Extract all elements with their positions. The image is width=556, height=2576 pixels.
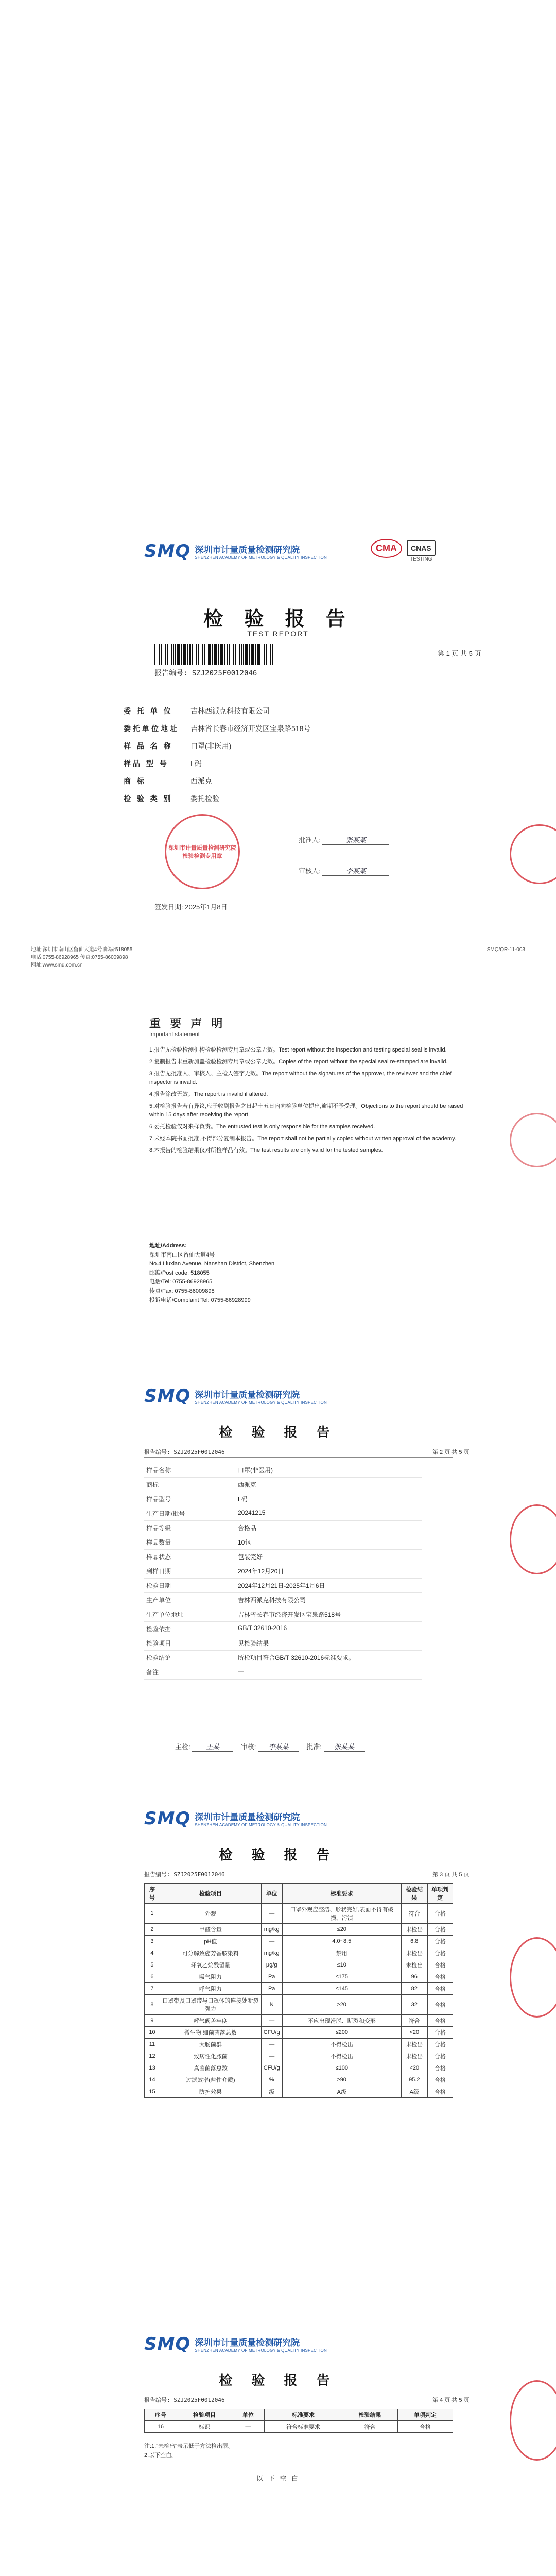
approver-sign: 批准人: 张某某 [299, 835, 389, 845]
table-cell: 符合 [402, 2015, 428, 2027]
info-value: GB/T 32610-2016 [236, 1622, 422, 1636]
table-row [145, 1904, 453, 1924]
logo-en: SHENZHEN ACADEMY OF METROLOGY & QUALITY INSPECTION [195, 555, 327, 560]
info-row [144, 1506, 422, 1521]
table-cell: 符合标准要求 [264, 2421, 342, 2433]
table-row [145, 1924, 453, 1936]
final-results-table [144, 2409, 453, 2433]
column-header: 检验结果 [342, 2409, 397, 2421]
table-row [145, 2039, 453, 2050]
field-label: 样品 型 号 [124, 759, 169, 768]
info-key: 生产单位地址 [144, 1607, 236, 1622]
table-row [145, 2015, 453, 2027]
table-cell: 4.0~8.5 [282, 1936, 401, 1947]
info-value: L码 [236, 1492, 422, 1506]
table-cell: 16 [145, 2421, 177, 2433]
edge-seal [510, 2380, 556, 2461]
table-row [145, 1947, 453, 1959]
cover-field [124, 793, 219, 804]
edge-seal [510, 1937, 556, 2018]
table-cell: 不得检出 [282, 2050, 401, 2062]
field-label: 商 标 [124, 777, 146, 785]
table-cell: ≤145 [282, 1983, 401, 1995]
table-cell: <20 [402, 2062, 428, 2074]
table-row [145, 2421, 453, 2433]
info-key: 样品数量 [144, 1535, 236, 1550]
barcode [154, 644, 273, 665]
table-cell: 级 [261, 2086, 282, 2098]
table-row [145, 2050, 453, 2062]
info-key: 检验结论 [144, 1651, 236, 1665]
table-cell: 95.2 [402, 2074, 428, 2086]
table-row [145, 1971, 453, 1983]
table-cell: ≤20 [282, 1924, 401, 1936]
info-value: 吉林西派克科技有限公司 [236, 1593, 422, 1607]
table-cell: 合格 [427, 1904, 453, 1924]
table-cell: mg/kg [261, 1924, 282, 1936]
table-cell: 符合 [342, 2421, 397, 2433]
field-label: 检 验 类 别 [124, 794, 173, 803]
table-cell: 口罩外观应整洁、形状完好,表面不得有破损、污渍 [282, 1904, 401, 1924]
contact-line: 电话/Tel: 0755-86928965 [149, 1279, 213, 1285]
report-number: 报告编号: SZJ2025F0012046 [154, 669, 257, 677]
info-key: 样品型号 [144, 1492, 236, 1506]
info-row [144, 1550, 422, 1564]
table-cell: 微生物 细菌菌落总数 [160, 2027, 261, 2039]
table-cell: — [261, 2050, 282, 2062]
table-cell: 合格 [427, 1995, 453, 2015]
table-cell: 符合 [402, 1904, 428, 1924]
brand-logo [144, 541, 327, 562]
page-number: 第 1 页 共 5 页 [438, 650, 481, 657]
table-cell: 呼气阻力 [160, 1983, 261, 1995]
edge-seal-2 [510, 1113, 556, 1167]
brand-logo: SMQ 深圳市计量质量检测研究院 SHENZHEN ACADEMY OF METROLOGY & QUALITY INSPECTION [144, 2334, 327, 2354]
info-value: 2024年12月20日 [236, 1564, 422, 1579]
table-cell: Pa [261, 1983, 282, 1995]
edge-seal [510, 824, 556, 884]
table-cell: 4 [145, 1947, 160, 1959]
table-cell: 5 [145, 1959, 160, 1971]
table-cell: 8 [145, 1995, 160, 2015]
table-cell: 合格 [427, 1947, 453, 1959]
table-cell: pH值 [160, 1936, 261, 1947]
info-key: 样品名称 [144, 1463, 236, 1478]
table-cell: — [261, 2039, 282, 2050]
brand-logo: SMQ 深圳市计量质量检测研究院 SHENZHEN ACADEMY OF METROLOGY & QUALITY INSPECTION [144, 1386, 327, 1406]
table-cell: — [261, 2015, 282, 2027]
statement-subtitle: Important statement [149, 1031, 200, 1038]
info-row [144, 1492, 422, 1506]
table-cell: 合格 [427, 1936, 453, 1947]
table-cell: 合格 [427, 1971, 453, 1983]
table-cell: 合格 [427, 2050, 453, 2062]
info-key: 到样日期 [144, 1564, 236, 1579]
official-stamp: 深圳市计量质量检测研究院 检验检测专用章 [165, 814, 240, 889]
report-title: 检 验 报 告 [203, 607, 353, 630]
table-cell: 外观 [160, 1904, 261, 1924]
table-cell: 标识 [177, 2421, 232, 2433]
table-cell: 合格 [427, 2015, 453, 2027]
info-row [144, 1593, 422, 1607]
table-cell: ≥20 [282, 1995, 401, 2015]
table-row [145, 2086, 453, 2098]
table-cell: 合格 [427, 1983, 453, 1995]
reviewer-sign: 审核人: 李某某 [299, 866, 389, 876]
contact-line: 传真/Fax: 0755-86009898 [149, 1287, 215, 1294]
statement-item: 1.报告无检验检测机构检验检测专用章或公章无效。Test report without the inspection and testing special seal is invalid. [149, 1047, 447, 1053]
column-header: 检验项目 [177, 2409, 232, 2421]
table-cell: 合格 [427, 2027, 453, 2039]
contact-line: No.4 Liuxian Avenue, Nanshan District, Shenzhen [149, 1261, 275, 1267]
contact-line: 邮编/Post code: 518055 [149, 1269, 210, 1276]
info-value: 2024年12月21日-2025年1月6日 [236, 1579, 422, 1593]
table-cell: 呼气阀盖牢度 [160, 2015, 261, 2027]
table-cell: 未检出 [402, 2050, 428, 2062]
table-row [145, 2074, 453, 2086]
brand-logo: SMQ 深圳市计量质量检测研究院 SHENZHEN ACADEMY OF METROLOGY & QUALITY INSPECTION [144, 1808, 327, 1829]
table-cell: 6 [145, 1971, 160, 1983]
table-cell: 未检出 [402, 1924, 428, 1936]
info-row [144, 1564, 422, 1579]
page-title: 检 验 报 告 [219, 2373, 337, 2388]
info-row [144, 1651, 422, 1665]
table-cell: 32 [402, 1995, 428, 2015]
info-row [144, 1607, 422, 1622]
column-header: 序号 [145, 1884, 160, 1904]
table-cell: 合格 [427, 2086, 453, 2098]
field-label: 样 品 名 称 [124, 742, 173, 750]
table-cell: 12 [145, 2050, 160, 2062]
column-header: 标准要求 [264, 2409, 342, 2421]
issue-date: 签发日期: 2025年1月8日 [154, 903, 228, 911]
table-cell: 2 [145, 1924, 160, 1936]
table-cell: ≤10 [282, 1959, 401, 1971]
table-cell: 吸气阻力 [160, 1971, 261, 1983]
info-value: 20241215 [236, 1506, 422, 1521]
table-cell: 10 [145, 2027, 160, 2039]
contact-block: 地址/Address: 深圳市南山区留仙大道4号 No.4 Liuxian Avenue, Nanshan District, Shenzhen 邮编/Post code: 518055 电话/Tel: 0755-86928965 传真/Fax: 0755-86009898 投诉电话/Complaint Tel: 0755-86928999 [149, 1242, 468, 1305]
table-cell: μg/g [261, 1959, 282, 1971]
report-number: 报告编号: SZJ2025F0012046 [144, 1871, 225, 1878]
table-cell: 合格 [427, 2074, 453, 2086]
contact-line: 深圳市南山区留仙大道4号 [149, 1251, 215, 1258]
final-page [0, 2318, 556, 2576]
page-title: 检 验 报 告 [219, 1848, 337, 1863]
info-row [144, 1636, 422, 1651]
cover-field [124, 723, 310, 734]
field-label: 委托单位地址 [124, 724, 179, 733]
table-cell: 3 [145, 1936, 160, 1947]
table-cell: 合格 [427, 2062, 453, 2074]
table-cell: 真菌菌落总数 [160, 2062, 261, 2074]
table-cell: Pa [261, 1971, 282, 1983]
table-cell: 6.8 [402, 1936, 428, 1947]
note-line: 2.以下空白。 [144, 2452, 178, 2459]
table-cell: 13 [145, 2062, 160, 2074]
info-value: 10包 [236, 1535, 422, 1550]
table-cell: 合格 [427, 1924, 453, 1936]
cover-field [124, 741, 231, 751]
info-key: 生产日期/批号 [144, 1506, 236, 1521]
table-cell: % [261, 2074, 282, 2086]
logo-mark: SMQ [144, 541, 191, 562]
page-number: 第 4 页 共 5 页 [432, 2397, 470, 2403]
statement-item: 6.委托检验仅对来样负责。The entrusted test is only responsible for the samples received. [149, 1124, 375, 1130]
info-row [144, 1521, 422, 1535]
table-cell: 未检出 [402, 2039, 428, 2050]
cover-field [124, 776, 212, 786]
page-number: 第 3 页 共 5 页 [432, 1872, 470, 1878]
cover-field [124, 706, 270, 716]
statement-item: 2.复制报告未重新加盖检验检测专用章或公章无效。Copies of the report without the special seal re-stamped are invalid. [149, 1059, 448, 1065]
column-header: 标准要求 [282, 1884, 401, 1904]
table-cell: 甲醛含量 [160, 1924, 261, 1936]
contact-line: 投诉电话/Complaint Tel: 0755-86928999 [149, 1297, 251, 1303]
table-cell: 9 [145, 2015, 160, 2027]
sample-info-table [144, 1463, 422, 1680]
cover-page [0, 495, 556, 1370]
table-cell: 口罩带及口罩带与口罩体的连接处断裂强力 [160, 1995, 261, 2015]
report-title-en: TEST REPORT [247, 630, 309, 638]
info-value: — [236, 1665, 422, 1680]
field-value: 口罩(非医用) [190, 742, 232, 750]
column-header: 单项判定 [427, 1884, 453, 1904]
info-key: 检验日期 [144, 1579, 236, 1593]
column-header: 检验结果 [402, 1884, 428, 1904]
statement-item: 5.对检验报告若有异议,应于收到报告之日起十五日内向检验单位提出,逾期不予受理。Objections to the report should be raised within 15 days after receiving the report. [149, 1103, 463, 1118]
report-number: 报告编号: SZJ2025F0012046 [144, 2397, 225, 2403]
field-value: 吉林西派克科技有限公司 [190, 707, 270, 715]
table-cell: — [261, 1936, 282, 1947]
table-cell: ≤175 [282, 1971, 401, 1983]
cover-footer: 地址:深圳市南山区留仙大道4号 邮编:518055 电话:0755-86928965 传真:0755-86009898 网址:www.smq.com.cn SMQ/QR-11-003 [31, 947, 525, 968]
page-title: 检 验 报 告 [219, 1425, 337, 1440]
statement-item: 7.未经本院书面批准,不得部分复制本报告。The report shall not be partially copied without written approval of the academy. [149, 1136, 456, 1142]
table-cell: <20 [402, 2027, 428, 2039]
table-row [145, 1936, 453, 1947]
table-cell: ≤200 [282, 2027, 401, 2039]
table-cell: 不得检出 [282, 2039, 401, 2050]
table-cell: 可分解致癌芳香胺染料 [160, 1947, 261, 1959]
table-cell: 合格 [427, 1959, 453, 1971]
info-value: 包装完好 [236, 1550, 422, 1564]
table-cell: A级 [282, 2086, 401, 2098]
info-value: 口罩(非医用) [236, 1463, 422, 1478]
info-row [144, 1535, 422, 1550]
page-number: 第 2 页 共 5 页 [432, 1449, 470, 1455]
table-cell: CFU/g [261, 2027, 282, 2039]
info-row [144, 1622, 422, 1636]
table-row [145, 1983, 453, 1995]
logo-cn: 深圳市计量质量检测研究院 [195, 545, 300, 555]
column-header: 序号 [145, 2409, 177, 2421]
sign-row: 主检: 王某 审核: 李某某 批准: 张某某 [175, 1741, 365, 1752]
table-cell: 82 [402, 1983, 428, 1995]
table-cell: 合格 [427, 2039, 453, 2050]
info-key: 样品状态 [144, 1550, 236, 1564]
table-cell: 不应出现滑脱、断裂和变形 [282, 2015, 401, 2027]
edge-seal [510, 1504, 556, 1574]
end-mark: —— 以 下 空 白 —— [236, 2475, 320, 2482]
field-value: 西派克 [190, 777, 212, 785]
field-value: 委托检验 [190, 794, 219, 803]
statement-items [149, 1046, 468, 1158]
table-row [145, 1959, 453, 1971]
info-row [144, 1579, 422, 1593]
column-header: 单项判定 [397, 2409, 453, 2421]
info-key: 生产单位 [144, 1593, 236, 1607]
field-label: 委 托 单 位 [124, 707, 173, 715]
info-value: 西派克 [236, 1478, 422, 1492]
table-cell: ≤100 [282, 2062, 401, 2074]
table-cell: 96 [402, 1971, 428, 1983]
table-cell: N [261, 1995, 282, 2015]
info-value: 见检验结果 [236, 1636, 422, 1651]
info-value: 所检项目符合GB/T 32610-2016标准要求。 [236, 1651, 422, 1665]
statement-item: 4.报告涂改无效。The report is invalid if altered. [149, 1091, 268, 1098]
info-value: 吉林省长春市经济开发区宝泉路518号 [236, 1607, 422, 1622]
info-row [144, 1665, 422, 1680]
table-cell: 1 [145, 1904, 160, 1924]
table-cell: 未检出 [402, 1947, 428, 1959]
table-cell: 禁用 [282, 1947, 401, 1959]
table-cell: 合格 [397, 2421, 453, 2433]
info-row [144, 1478, 422, 1492]
table-row [145, 2027, 453, 2039]
table-row [145, 2062, 453, 2074]
info-row [144, 1463, 422, 1478]
notes [144, 2442, 234, 2460]
table-cell: 致病性化脓菌 [160, 2050, 261, 2062]
field-value: 吉林省长春市经济开发区宝泉路518号 [190, 724, 311, 733]
table-row [145, 1995, 453, 2015]
table-cell: 14 [145, 2074, 160, 2086]
cnas-mark: CNAS TESTING [407, 540, 436, 562]
field-value: L码 [190, 759, 202, 768]
statement-title: 重 要 声 明 [149, 1017, 226, 1030]
statement-item: 3.报告无批准人、审核人、主检人签字无效。The report without the signatures of the approver, the reviewer and the chief inspector is invalid. [149, 1071, 452, 1086]
table-cell: 大肠菌群 [160, 2039, 261, 2050]
table-cell: 11 [145, 2039, 160, 2050]
info-value: 合格品 [236, 1521, 422, 1535]
table-cell: mg/kg [261, 1947, 282, 1959]
cover-field [124, 758, 202, 769]
table-cell: A级 [402, 2086, 428, 2098]
report-number: 报告编号: SZJ2025F0012046 [144, 1449, 225, 1455]
table-cell: 7 [145, 1983, 160, 1995]
info-key: 样品等级 [144, 1521, 236, 1535]
table-cell: 环氧乙烷残留量 [160, 1959, 261, 1971]
table-cell: — [261, 1904, 282, 1924]
info-key: 备注 [144, 1665, 236, 1680]
table-cell: 防护效果 [160, 2086, 261, 2098]
note-line: 注:1."未检出"表示低于方法检出限。 [144, 2443, 234, 2449]
table-cell: 15 [145, 2086, 160, 2098]
results-table [144, 1883, 453, 2098]
table-cell: 过滤效率(盐性介质) [160, 2074, 261, 2086]
info-key: 检验项目 [144, 1636, 236, 1651]
column-header: 单位 [232, 2409, 264, 2421]
table-cell: 未检出 [402, 1959, 428, 1971]
table-cell: — [232, 2421, 264, 2433]
info-key: 商标 [144, 1478, 236, 1492]
statement-item: 8.本报告的检验结果仅对所检样品有效。The test results are only valid for the tested samples. [149, 1147, 383, 1154]
info-key: 检验依据 [144, 1622, 236, 1636]
column-header: 检验项目 [160, 1884, 261, 1904]
table-cell: CFU/g [261, 2062, 282, 2074]
column-header: 单位 [261, 1884, 282, 1904]
table-cell: ≥90 [282, 2074, 401, 2086]
results-page [0, 1793, 556, 2308]
info-page [0, 1370, 556, 1793]
cma-mark: CMA [371, 539, 402, 558]
